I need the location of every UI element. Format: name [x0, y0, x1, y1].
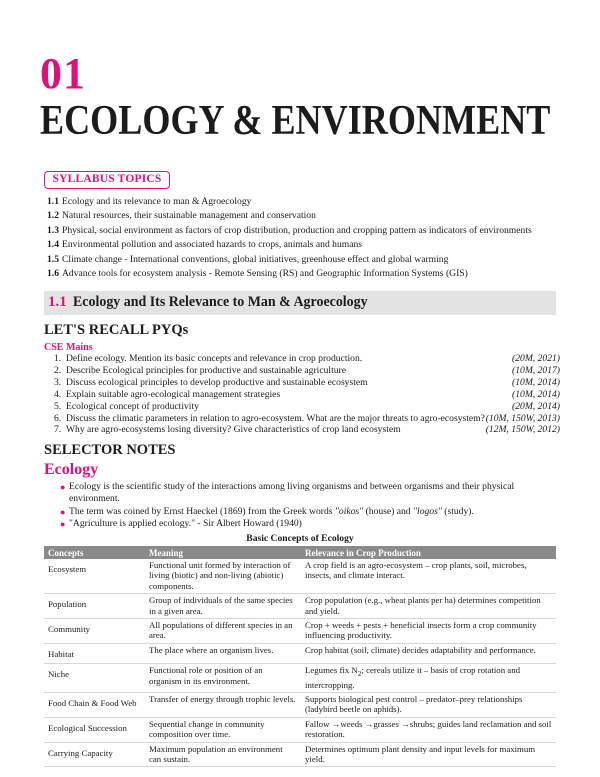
cell-relevance: Fallow →weeds →grasses →shrubs; guides land reclamation and soil restoration. — [301, 717, 556, 742]
cell-meaning: All populations of different species in an area. — [145, 619, 301, 644]
pyq-text: Discuss ecological principles to develop productive and sustainable ecosystem — [66, 376, 368, 388]
cell-concept: Ecosystem — [44, 559, 145, 594]
topic-number: 1.2 — [47, 210, 59, 222]
section-number: 1.1 — [48, 294, 67, 310]
pyq-text: Ecological concept of productivity — [66, 400, 199, 412]
topic-text: Advance tools for ecosystem analysis - Remote Sensing (RS) and Geographic Information Systems (GIS) — [62, 268, 468, 280]
pyq-text: Explain suitable agro-ecological management strategies — [66, 388, 281, 400]
topic-text: Ecology and its relevance to man & Agroecology — [62, 196, 252, 207]
pyq-marks-year: (10M, 2014) — [512, 388, 560, 400]
pyq-marks-year: (20M, 2021) — [512, 353, 560, 364]
table-caption: Basic Concepts of Ecology — [246, 533, 354, 544]
relevance-text: Legumes fix N — [305, 665, 358, 676]
cell-relevance — [301, 664, 556, 693]
pyq-text: Describe Ecological principles for productive and sustainable agriculture — [66, 364, 346, 376]
pyq-number: 1. — [54, 353, 62, 364]
column-header-meaning: Meaning — [145, 546, 301, 559]
column-header-concepts: Concepts — [44, 546, 145, 559]
table-row — [44, 664, 556, 693]
syllabus-topics-badge: SYLLABUS TOPICS — [44, 171, 170, 189]
pyq-marks-year: (10M, 2017) — [512, 364, 560, 376]
cell-meaning: Sequential change in community composition over time. — [145, 717, 301, 742]
bullet-text: "Agriculture is applied ecology." - Sir Albert Howard (1940) — [69, 518, 302, 529]
cell-concept: Population — [44, 594, 145, 619]
topic-number: 1.5 — [47, 253, 59, 265]
pyq-item — [54, 424, 560, 436]
table-row — [44, 594, 556, 619]
cell-meaning: Functional role or position of an organism in its environment. — [145, 664, 301, 693]
relevance-text: ; cereals utilize it – basis of crop rotation and intercropping. — [305, 665, 520, 690]
greek-word-logos: "logos" — [413, 505, 442, 517]
cell-meaning: The place where an organism lives. — [145, 643, 301, 664]
table-row — [44, 742, 556, 767]
table-row — [44, 643, 556, 664]
pyq-number: 2. — [54, 364, 62, 376]
section-heading-bar — [44, 291, 556, 315]
table-row — [44, 619, 556, 644]
syllabus-topic — [47, 253, 567, 267]
topic-number: 1.1 — [47, 196, 59, 207]
pyq-number: 5. — [54, 400, 62, 412]
selector-notes-heading: SELECTOR NOTES — [44, 442, 176, 458]
cell-relevance: Crop + weeds + pests + beneficial insects form a crop community influencing productivity. — [301, 619, 556, 644]
table-row — [44, 717, 556, 742]
bullet-dot-icon: ● — [60, 506, 66, 517]
bullet-item — [60, 506, 560, 518]
cell-concept: Ecological Succession — [44, 717, 145, 742]
recall-pyqs-heading: LET'S RECALL PYQs — [44, 322, 189, 338]
cell-concept: Carrying Capacity — [44, 742, 145, 767]
syllabus-topic — [47, 238, 567, 252]
cell-meaning: Maximum population an environment can sustain. — [145, 742, 301, 767]
bullet-item — [60, 481, 560, 505]
pyq-marks-year: (20M, 2014) — [512, 400, 560, 412]
pyq-number: 7. — [54, 424, 62, 436]
cell-relevance: Crop population (e.g., wheat plants per ha) determines competition and yield. — [301, 594, 556, 619]
cell-meaning: Group of individuals of the same species in a given area. — [145, 594, 301, 619]
pyq-list — [54, 353, 560, 436]
chapter-title: ECOLOGY & ENVIRONMENT — [40, 98, 551, 144]
topic-text: Natural resources, their sustainable management and conservation — [62, 210, 316, 222]
cell-concept: Food Chain & Food Web — [44, 692, 145, 717]
table-header-row — [44, 546, 556, 559]
pyq-text: Define ecology. Mention its basic concepts and relevance in crop production. — [66, 353, 363, 364]
pyq-item — [54, 353, 560, 365]
pyq-item — [54, 401, 560, 413]
bullet-text: (study). — [441, 505, 474, 517]
bullet-dot-icon: ● — [60, 519, 66, 529]
pyq-item — [54, 389, 560, 401]
pyq-number: 6. — [54, 412, 62, 424]
bullet-item — [60, 518, 560, 530]
topic-number: 1.6 — [47, 268, 59, 280]
cell-relevance: A crop field is an agro-ecosystem – crop plants, soil, microbes, insects, and climate interact. — [301, 559, 556, 594]
pyq-item — [54, 413, 560, 425]
table-row — [44, 692, 556, 717]
bullet-text: The term was coined by Ernst Haeckel (1869) from the Greek words — [69, 505, 335, 517]
cell-concept: Community — [44, 619, 145, 644]
pyq-item — [54, 365, 560, 377]
cell-relevance: Supports biological pest control – predator–prey relationships (ladybird beetle on aphids). — [301, 692, 556, 717]
pyq-text: Discuss the climatic parameters in relation to agro-ecosystem. What are the major threats to agro-ecosystem? — [66, 412, 485, 424]
pyq-number: 3. — [54, 376, 62, 388]
pyq-marks-year: (12M, 150W, 2012) — [485, 424, 560, 436]
ecology-bullet-list — [60, 481, 560, 531]
basic-concepts-table — [44, 546, 556, 767]
pyq-number: 4. — [54, 388, 62, 400]
cell-concept: Habitat — [44, 643, 145, 664]
column-header-relevance: Relevance in Crop Production — [301, 546, 556, 559]
pyq-text: Why are agro-ecosystems losing diversity? Give characteristics of crop land ecosystem — [66, 424, 401, 436]
pyq-marks-year: (10M, 2014) — [512, 376, 560, 388]
topic-text: Climate change - International conventions, global initiatives, greenhouse effect and global warming — [62, 253, 449, 265]
syllabus-topic — [47, 224, 567, 238]
bullet-text: Ecology is the scientific study of the interactions among living organisms and between organisms and their physical environment. — [69, 481, 515, 504]
table-row — [44, 559, 556, 594]
pyq-marks-year: (10M, 150W, 2013) — [485, 412, 560, 424]
cell-meaning: Functional unit formed by interaction of living (biotic) and non-living (abiotic) components. — [145, 559, 301, 594]
cell-relevance: Crop habitat (soil, climate) decides adaptability and performance. — [301, 643, 556, 664]
syllabus-topic-list — [47, 195, 567, 281]
ecology-subheading: Ecology — [44, 461, 99, 478]
topic-number: 1.4 — [47, 239, 59, 251]
cell-meaning: Transfer of energy through trophic levels. — [145, 692, 301, 717]
topic-number: 1.3 — [47, 224, 59, 236]
nitrogen-subscript: 2 — [357, 669, 362, 679]
syllabus-topic — [47, 195, 567, 209]
section-title: Ecology and Its Relevance to Man & Agroecology — [73, 294, 368, 310]
syllabus-topic — [47, 209, 567, 223]
chapter-number: 01 — [40, 49, 86, 98]
greek-word-oikos: "oikos" — [334, 505, 364, 517]
syllabus-topic — [47, 267, 567, 281]
topic-text: Physical, social environment as factors of crop distribution, production and cropping pattern as indicators of environments — [62, 224, 532, 236]
bullet-dot-icon: ● — [60, 482, 66, 492]
cell-relevance: Determines optimum plant density and input levels for maximum yield. — [301, 742, 556, 767]
bullet-text: (house) and — [363, 505, 414, 517]
topic-text: Environmental pollution and associated hazards to crops, animals and humans — [62, 239, 362, 251]
pyq-item — [54, 377, 560, 389]
cell-concept: Niche — [44, 664, 145, 693]
cse-mains-label: CSE Mains — [44, 342, 93, 353]
